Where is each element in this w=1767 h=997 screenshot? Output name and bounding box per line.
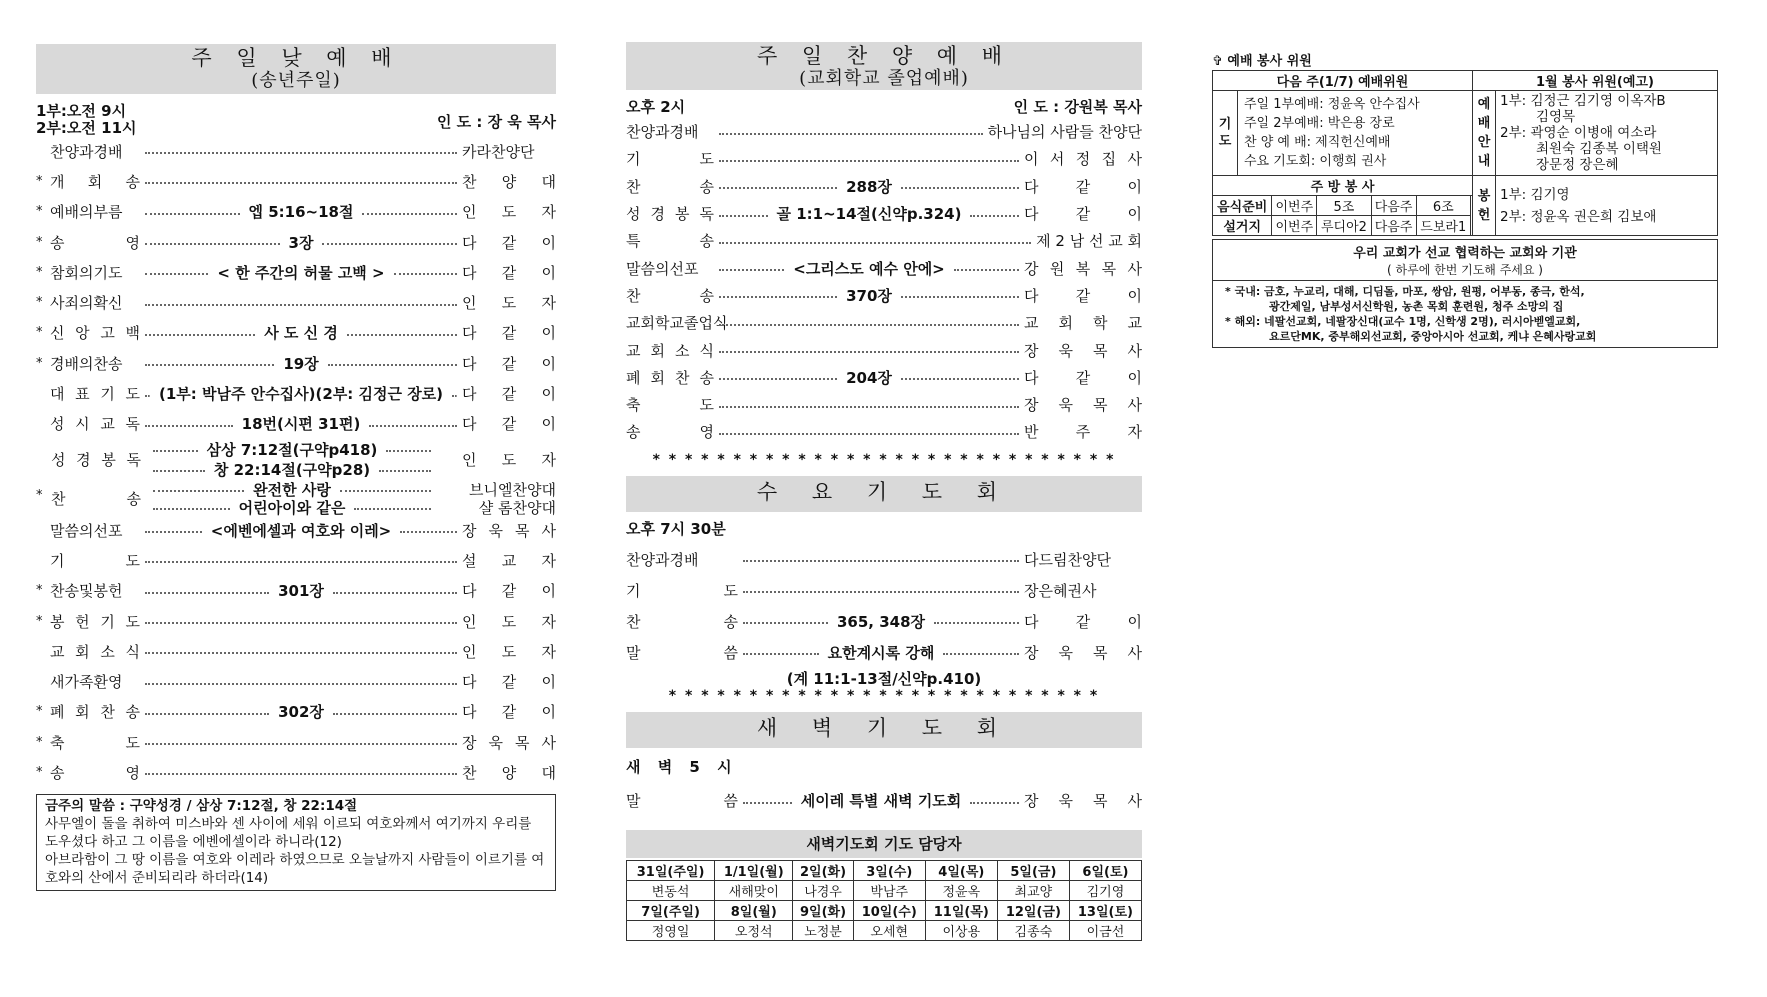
duty-date: 2일(화) (793, 860, 853, 880)
order-role: 인 도 자 (462, 612, 556, 631)
duty-date: 31일(주일) (627, 860, 715, 880)
order-row (626, 145, 1142, 172)
order-row (626, 254, 1142, 281)
standing-mark: * (36, 295, 43, 311)
order-row (626, 784, 1142, 818)
order-row (36, 287, 556, 317)
afternoon-service-header (626, 42, 1142, 90)
duty-date: 12일(금) (997, 900, 1069, 920)
kitchen-title: 주 방 봉 사 (1213, 176, 1472, 196)
hymn-title-1: 완전한 사랑 (253, 480, 331, 499)
guide-item: 1부: 김정근 김기영 이옥자B (1500, 93, 1666, 109)
order-role: 교 회 학 교 (1024, 314, 1142, 333)
order-role: 다드림찬양단 (1024, 550, 1111, 569)
order-detail: 19장 (283, 354, 319, 373)
order-label: 폐 회 찬 송 (626, 368, 714, 387)
order-label: 송 영 (50, 763, 140, 782)
morning-service (36, 44, 556, 891)
duty-date: 4일(목) (925, 860, 997, 880)
order-role: 장 욱 목 사 (462, 733, 556, 752)
order-role: 다 같 이 (1024, 205, 1142, 224)
duty-table (626, 860, 1142, 941)
order-row (36, 757, 556, 787)
mission-item: 광간제일, 남부성서신학원, 농촌 목회 훈련원, 청주 소망의 집 (1269, 300, 1564, 313)
order-row (36, 636, 556, 666)
time-first: 1부:오전 9시 (36, 102, 127, 120)
order-label: 신 앙 고 백 (50, 324, 140, 343)
order-role: 설 교 자 (462, 551, 556, 570)
order-row (36, 727, 556, 757)
duty-person: 이금선 (1069, 920, 1141, 940)
mission-list (1217, 284, 1713, 344)
order-row (626, 118, 1142, 145)
choir-hymns: * 찬 송 완전한 사랑 어린아이와 같은 브니엘찬양대 샬 롬찬양대 (36, 480, 556, 517)
order-row (36, 545, 556, 575)
duty-date: 3일(수) (853, 860, 925, 880)
prayer-item: 찬 양 예 배: 제직헌신예배 (1244, 135, 1391, 150)
standing-mark: * (36, 704, 43, 720)
kitchen-cell: 다음주 (1371, 196, 1416, 216)
order-row (626, 309, 1142, 336)
order-role: 다 같 이 (462, 324, 557, 343)
order-label: 송 영 (626, 423, 714, 442)
order-label: 기 도 (50, 551, 140, 570)
order-detail: 세이레 특별 새벽 기도회 (800, 792, 962, 811)
standing-mark: * (36, 325, 43, 341)
order-role: 장은혜권사 (1024, 581, 1097, 600)
order-role: 인 도 자 (462, 294, 556, 313)
order-list (626, 544, 1142, 668)
wednesday-title: 수 요 기 도 회 (756, 479, 1012, 504)
order-row (36, 227, 556, 257)
order-row (36, 697, 556, 727)
dawn-title: 새 벽 기 도 회 (756, 715, 1012, 740)
order-detail: (1부: 박남주 안수집사)(2부: 김정근 장로) (158, 385, 444, 404)
kitchen-cell: 설거지 (1213, 216, 1272, 236)
standing-mark: * (36, 764, 43, 780)
mission-item: * 해외: 네팔선교회, 네팔장신대(교수 1명, 신학생 2명), 러시아벧엘교회, (1225, 315, 1581, 328)
order-role: 인 도 자 (462, 203, 556, 222)
order-detail: 18번(시편 31편) (241, 415, 361, 434)
order-row (626, 544, 1142, 575)
order-role: 강 원 복 목 사 (1024, 259, 1143, 278)
kitchen-cell: 이번주 (1272, 196, 1317, 216)
order-role: 다 같 이 (462, 233, 556, 252)
order-role: 장 욱 목 사 (462, 521, 557, 540)
afternoon-service-title: 주 일 찬 양 예 배 (756, 44, 1012, 68)
duty-person: 나경우 (793, 880, 853, 900)
order-role: 장 욱 목 사 (1024, 396, 1142, 415)
order-row (626, 391, 1142, 418)
guide-item: 최원숙 김종복 이택원 (1536, 141, 1662, 157)
order-row (626, 282, 1142, 309)
order-label: 축 도 (50, 733, 140, 752)
order-row (36, 136, 556, 166)
afternoon-service (626, 42, 1142, 941)
order-label: 봉 헌 기 도 (50, 612, 140, 631)
wednesday-header (626, 476, 1142, 512)
order-detail: <에벤에셀과 여호와 이레> (210, 521, 392, 540)
weekly-word-title: 금주의 말씀 : 구약성경 / 삼상 7:12절, 창 22:14절 (45, 797, 358, 814)
order-role: 카라찬양단 (462, 142, 535, 161)
service-times (36, 100, 556, 136)
standing-mark: * (36, 204, 43, 220)
order-role: 반 주 자 (1024, 423, 1142, 442)
order-role: 인 도 자 (462, 642, 556, 661)
morning-service-subtitle: (송년주일) (251, 70, 341, 91)
duty-date: 1/1일(월) (715, 860, 793, 880)
order-label: 성 시 교 독 (50, 415, 140, 434)
order-role: 다 같 이 (462, 385, 557, 404)
offering-item: 1부: 김기영 (1500, 186, 1570, 203)
duty-person: 정윤옥 (925, 880, 997, 900)
order-row (36, 257, 556, 287)
order-detail: < 한 주간의 허물 고백 > (217, 263, 385, 282)
duty-person: 김기영 (1069, 880, 1141, 900)
kitchen-cell: 5조 (1317, 196, 1371, 216)
mission-subtitle: ( 하루에 한번 기도해 주세요 ) (1213, 261, 1717, 281)
order-row (36, 409, 556, 439)
kitchen-table (1212, 195, 1471, 236)
order-detail: 365, 348장 (836, 612, 926, 631)
order-detail: 370장 (846, 286, 892, 305)
order-label: 대 표 기 도 (50, 385, 140, 404)
order-label: 기 도 (626, 150, 714, 169)
duty-person: 정영일 (627, 920, 715, 940)
order-label: 찬 송 (626, 286, 714, 305)
guide-label: 예배안내 (1473, 91, 1496, 176)
order-row (36, 606, 556, 636)
guide-item: 2부: 곽영순 이병애 여소라 (1500, 125, 1657, 141)
mission-item: 요르단MK, 중부해외선교회, 중앙아시아 선교회, 케냐 은혜사랑교회 (1269, 330, 1597, 343)
order-role: 다 같 이 (1024, 286, 1142, 305)
kitchen-cell: 6조 (1416, 196, 1470, 216)
order-label: 성 경 봉 독 (51, 450, 141, 469)
order-label: 축 도 (626, 396, 714, 415)
guide-list (1496, 91, 1718, 176)
guide-item: 장문정 장은혜 (1536, 157, 1619, 173)
standing-mark: * (36, 173, 43, 189)
order-list (626, 118, 1142, 446)
service-volunteers (1212, 50, 1718, 348)
duty-date: 5일(금) (997, 860, 1069, 880)
duty-person: 박남주 (853, 880, 925, 900)
order-role: 다 같 이 (462, 582, 556, 601)
prayer-item: 주일 2부예배: 박은용 장로 (1244, 116, 1395, 131)
wednesday-reference: (계 11:1-13절/신약p.410) (786, 669, 982, 688)
standing-mark: * (36, 734, 43, 750)
morning-service-title: 주 일 낮 예 배 (191, 46, 401, 70)
order-label: 찬송및봉헌 (50, 582, 123, 601)
order-row (626, 336, 1142, 363)
order-row (626, 227, 1142, 254)
order-role: 다 같 이 (1024, 368, 1142, 387)
afternoon-leader: 인 도 : 강원복 목사 (1013, 98, 1142, 116)
order-label: 참회의기도 (50, 263, 123, 282)
mission-title: 우리 교회가 선교 협력하는 교회와 기관 (1353, 246, 1577, 261)
order-row (626, 200, 1142, 227)
order-label: 찬양과경배 (50, 142, 123, 161)
order-label: 말씀의선포 (50, 521, 123, 540)
duty-person: 오세현 (853, 920, 925, 940)
order-label: 경배의찬송 (50, 354, 123, 373)
duty-date: 9일(화) (793, 900, 853, 920)
standing-mark: * (36, 583, 43, 599)
duty-date: 6일(토) (1069, 860, 1141, 880)
offering-list (1496, 176, 1718, 236)
order-role: 다 같 이 (462, 354, 556, 373)
prayer-item: 수요 기도회: 이행희 권사 (1244, 154, 1387, 169)
duty-date: 13일(토) (1069, 900, 1141, 920)
order-label: 찬 송 (51, 489, 141, 508)
order-role: 다 같 이 (1024, 177, 1142, 196)
divider-stars: * * * * * * * * * * * * * * * * * * * * * * * * * * * * * (652, 451, 1116, 468)
order-label: 사죄의확신 (50, 294, 123, 313)
duty-person: 노정분 (793, 920, 853, 940)
order-role: 인 도 자 (462, 450, 556, 469)
order-row (36, 515, 556, 545)
order-row (36, 576, 556, 606)
duty-person: 이상용 (925, 920, 997, 940)
order-label: 찬양과경배 (626, 550, 699, 569)
order-row (36, 666, 556, 696)
duty-person: 오정석 (715, 920, 793, 940)
standing-mark: * (36, 234, 43, 250)
order-label: 개 회 송 (50, 172, 140, 191)
order-label: 송 영 (50, 233, 140, 252)
order-label: 교회학교졸업식 (626, 314, 728, 333)
guide-item: 김영목 (1536, 109, 1576, 125)
weekly-word-verse-1: 사무엘이 돌을 취하여 미스바와 센 사이에 세워 이르되 여호와께서 여기까지 우리를 도우셨다 하고 그 이름을 에벤에셀이라 하니라(12) (45, 815, 532, 850)
order-detail: 204장 (846, 368, 892, 387)
morning-service-header (36, 44, 556, 94)
duty-person: 김종숙 (997, 920, 1069, 940)
order-role: 다 같 이 (462, 415, 556, 434)
order-role: 다 같 이 (1024, 612, 1143, 631)
order-detail: 골 1:1~14절(신약p.324) (776, 205, 962, 224)
kitchen-cell: 음식준비 (1213, 196, 1272, 216)
afternoon-time: 오후 2시 (626, 98, 686, 116)
kitchen-cell: 이번주 (1272, 216, 1317, 236)
offering-item: 2부: 정윤옥 권은희 김보애 (1500, 208, 1657, 225)
weekly-word-box (36, 794, 556, 891)
kitchen-cell: 루디아2 (1317, 216, 1371, 236)
afternoon-service-subtitle: (교회학교 졸업예배) (799, 68, 969, 89)
choir-1: 브니엘찬양대 (469, 480, 556, 499)
duty-header: 새벽기도회 기도 담당자 (626, 830, 1142, 858)
leader: 인 도 : 장 욱 목사 (436, 113, 556, 131)
prayer-label: 기도 (1213, 91, 1238, 176)
order-detail: 288장 (846, 177, 892, 196)
duty-date: 11일(목) (925, 900, 997, 920)
order-label: 교 회 소 식 (626, 341, 714, 360)
order-detail: 엡 5:16~18절 (248, 203, 354, 222)
order-label: 찬 송 (626, 612, 738, 631)
order-label: 교 회 소 식 (50, 642, 140, 661)
order-list (36, 136, 556, 439)
afternoon-time-row (626, 94, 1142, 118)
order-label: 말씀의선포 (626, 259, 699, 278)
order-label: 찬양과경배 (626, 123, 699, 142)
order-label: 새가족환영 (50, 673, 123, 692)
duty-date: 8일(월) (715, 900, 793, 920)
order-row (36, 378, 556, 408)
order-role: 장 욱 목 사 (1024, 643, 1142, 662)
duty-date: 10일(수) (853, 900, 925, 920)
order-row (36, 197, 556, 227)
next-week-title: 다음 주(1/7) 예배위원 (1213, 71, 1473, 91)
order-detail: 302장 (278, 703, 324, 722)
prayer-item: 주일 1부예배: 정윤옥 안수집사 (1244, 97, 1420, 112)
order-row (626, 637, 1142, 668)
order-label: 특 송 (626, 232, 714, 251)
order-row (626, 606, 1142, 637)
divider-stars: * * * * * * * * * * * * * * * * * * * * * * * * * * * (668, 687, 1100, 704)
order-row (626, 575, 1142, 606)
bible-reading (36, 439, 556, 479)
prayer-list (1238, 91, 1473, 176)
kitchen-cell: 드보라1 (1416, 216, 1470, 236)
order-role: 하나님의 사람들 찬양단 (987, 123, 1142, 142)
month-title: 1월 봉사 위원(예고) (1473, 71, 1718, 91)
kitchen-cell: 다음주 (1371, 216, 1416, 236)
order-role: 다 같 이 (462, 263, 557, 282)
order-role: 이 서 정 집 사 (1024, 150, 1142, 169)
order-label: 찬 송 (626, 177, 714, 196)
order-role: 장 욱 목 사 (1024, 341, 1142, 360)
order-list (36, 515, 556, 788)
weekly-word-verse-2: 아브라함이 그 땅 이름을 여호와 이레라 하였으므로 오늘날까지 사람들이 이르기를 여호와의 산에서 준비되리라 하더라(14) (45, 851, 545, 886)
reading-2: 창 22:14절(구약p28) (213, 460, 371, 479)
dawn-header (626, 712, 1142, 748)
order-row (36, 348, 556, 378)
wednesday-time: 오후 7시 30분 (626, 519, 726, 538)
order-row (626, 418, 1142, 445)
order-detail: 3장 (288, 233, 314, 252)
order-detail: 301장 (278, 582, 324, 601)
choir-2: 샬 롬찬양대 (478, 498, 556, 517)
order-detail: 사 도 신 경 (264, 324, 338, 343)
standing-mark: * (36, 355, 43, 371)
order-role: 다 같 이 (462, 673, 556, 692)
order-row (626, 173, 1142, 200)
order-row (36, 318, 556, 348)
volunteers-table (1212, 70, 1718, 236)
time-second: 2부:오전 11시 (36, 119, 137, 137)
dawn-time: 새 벽 5 시 (626, 757, 738, 776)
order-label: 예배의부름 (50, 203, 123, 222)
duty-person: 새해맞이 (715, 880, 793, 900)
reading-1: 삼상 7:12절(구약p418) (206, 440, 378, 459)
order-label: 폐 회 찬 송 (50, 703, 140, 722)
standing-mark: * (36, 613, 43, 629)
order-label: 말 씀 (626, 643, 738, 662)
order-role: 제 2 남 선 교 회 (1036, 232, 1142, 251)
offering-label: 봉헌 (1473, 176, 1496, 236)
duty-person: 변동석 (627, 880, 715, 900)
order-role: 찬 양 대 (462, 172, 556, 191)
order-label: 기 도 (626, 581, 738, 600)
order-role: 장 욱 목 사 (1024, 792, 1143, 811)
standing-mark: * (36, 264, 43, 280)
order-label: 말 씀 (626, 792, 738, 811)
order-role: 다 같 이 (462, 703, 556, 722)
volunteers-heading: ✞ 예배 봉사 위원 (1212, 54, 1312, 69)
hymn-title-2: 어린아이와 같은 (238, 498, 346, 517)
order-row (36, 166, 556, 196)
order-detail: <그리스도 예수 안에> (793, 259, 945, 278)
mission-box (1212, 239, 1718, 348)
duty-date: 7일(주일) (627, 900, 715, 920)
duty-person: 최교양 (997, 880, 1069, 900)
order-detail: 요한계시록 강해 (827, 643, 935, 662)
order-row (626, 364, 1142, 391)
order-role: 찬 양 대 (462, 763, 556, 782)
mission-item: * 국내: 금호, 누교리, 대해, 디딤돌, 마포, 쌍암, 원평, 어부동, 종극, 한석, (1225, 285, 1585, 298)
order-label: 성 경 봉 독 (626, 205, 714, 224)
